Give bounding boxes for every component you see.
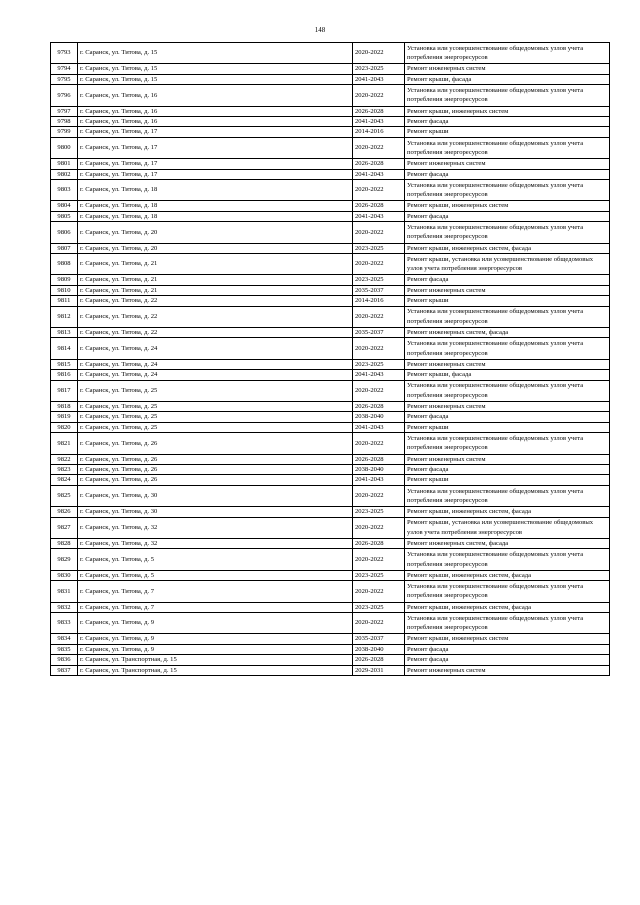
page-number: 148 <box>314 26 326 34</box>
row-number-cell: 9815 <box>51 359 78 369</box>
work-type-cell <box>405 422 610 432</box>
work-type-cell <box>405 475 610 485</box>
address-cell: г. Саранск, ул. Титова, д. 18 <box>78 211 353 221</box>
table-row <box>51 507 610 517</box>
address-cell: г. Саранск, ул. Титова, д. 26 <box>78 433 353 454</box>
work-type-text: Ремонт крыши <box>407 423 449 431</box>
work-type-cell <box>405 655 610 665</box>
work-type-text: Ремонт крыши, инженерных систем <box>407 635 509 643</box>
row-number-cell: 9828 <box>51 539 78 549</box>
work-type-cell <box>405 380 610 401</box>
address-cell: г. Саранск, ул. Титова, д. 26 <box>78 465 353 475</box>
work-type-text: Ремонт фасада <box>407 118 449 125</box>
work-type-text: Ремонт крыши, инженерных систем <box>407 107 509 115</box>
row-number-cell: 9830 <box>51 570 78 580</box>
row-number-cell: 9813 <box>51 328 78 338</box>
period-cell: 2041-2043 <box>353 74 405 84</box>
address-cell: г. Саранск, ул. Титова, д. 15 <box>78 64 353 74</box>
period-cell: 2023-2025 <box>353 570 405 580</box>
period-cell: 2020-2022 <box>353 85 405 106</box>
row-number-cell: 9835 <box>51 644 78 654</box>
address-cell: г. Саранск, ул. Титова, д. 26 <box>78 454 353 464</box>
table-row <box>51 539 610 549</box>
address-cell: г. Саранск, ул. Титова, д. 32 <box>78 539 353 549</box>
work-type-text: Установка или усовершенствование общедомовых узлов учета потребления энергоресурсов <box>407 551 584 568</box>
row-number-cell: 9802 <box>51 169 78 179</box>
work-type-cell <box>405 254 610 275</box>
table-row <box>51 613 610 634</box>
work-type-text: Установка или усовершенствование общедомовых узлов учета потребления энергоресурсов <box>407 382 584 399</box>
address-cell: г. Саранск, ул. Титова, д. 22 <box>78 306 353 327</box>
row-number-cell: 9824 <box>51 475 78 485</box>
work-type-cell <box>405 412 610 422</box>
row-number-cell: 9823 <box>51 465 78 475</box>
address-cell: г. Саранск, ул. Титова, д. 20 <box>78 222 353 243</box>
address-cell: г. Саранск, ул. Титова, д. 22 <box>78 328 353 338</box>
work-type-text: Ремонт крыши <box>407 128 449 136</box>
row-number-cell: 9817 <box>51 380 78 401</box>
row-number-cell: 9796 <box>51 85 78 106</box>
address-cell: г. Саранск, ул. Титова, д. 18 <box>78 180 353 201</box>
work-type-text: Ремонт инженерных систем <box>407 65 486 73</box>
address-cell: г. Саранск, ул. Титова, д. 17 <box>78 127 353 137</box>
work-type-cell <box>405 402 610 412</box>
work-type-text: Ремонт инженерных систем <box>407 160 486 168</box>
work-type-cell <box>405 64 610 74</box>
period-cell: 2020-2022 <box>353 549 405 570</box>
work-type-text: Ремонт инженерных систем <box>407 455 486 463</box>
work-type-cell <box>405 296 610 306</box>
work-type-text: Ремонт инженерных систем, фасада <box>407 329 509 337</box>
work-type-text: Ремонт крыши, фасада <box>407 371 472 379</box>
period-cell: 2041-2043 <box>353 211 405 221</box>
period-cell: 2026-2028 <box>353 454 405 464</box>
table-row <box>51 475 610 485</box>
period-cell: 2041-2043 <box>353 117 405 127</box>
row-number-cell: 9809 <box>51 275 78 285</box>
table-row <box>51 127 610 137</box>
row-number-cell: 9800 <box>51 137 78 158</box>
address-cell: г. Саранск, ул. Титова, д. 25 <box>78 402 353 412</box>
work-type-text: Ремонт крыши, инженерных систем, фасада <box>407 571 532 579</box>
row-number-cell: 9805 <box>51 211 78 221</box>
period-cell: 2038-2040 <box>353 465 405 475</box>
period-cell: 2035-2037 <box>353 634 405 644</box>
work-type-text: Ремонт инженерных систем <box>407 360 486 368</box>
period-cell: 2023-2025 <box>353 359 405 369</box>
work-type-cell <box>405 370 610 380</box>
table-row <box>51 665 610 675</box>
address-cell: г. Саранск, ул. Титова, д. 15 <box>78 74 353 84</box>
work-type-cell <box>405 74 610 84</box>
table-row <box>51 581 610 602</box>
work-type-cell <box>405 507 610 517</box>
work-type-text: Ремонт фасада <box>407 656 449 664</box>
table-row <box>51 338 610 359</box>
table-row <box>51 64 610 74</box>
address-cell: г. Саранск, ул. Транспортная, д. 15 <box>78 655 353 665</box>
work-type-cell <box>405 517 610 538</box>
period-cell: 2020-2022 <box>353 180 405 201</box>
work-type-cell <box>405 117 610 127</box>
row-number-cell: 9820 <box>51 422 78 432</box>
row-number-cell: 9797 <box>51 106 78 116</box>
address-cell: г. Саранск, ул. Титова, д. 7 <box>78 602 353 612</box>
work-type-text: Ремонт инженерных систем, фасада <box>407 540 509 548</box>
work-type-text: Установка или усовершенствование общедомовых узлов учета потребления энергоресурсов <box>407 614 584 632</box>
work-type-text: Ремонт фасада <box>407 212 449 220</box>
address-cell: г. Саранск, ул. Титова, д. 17 <box>78 137 353 158</box>
row-number-cell: 9799 <box>51 127 78 137</box>
address-cell: г. Саранск, ул. Титова, д. 9 <box>78 644 353 654</box>
period-cell: 2020-2022 <box>353 581 405 602</box>
work-type-text: Ремонт фасада <box>407 170 449 178</box>
work-type-text: Ремонт инженерных систем <box>407 286 486 294</box>
row-number-cell: 9808 <box>51 254 78 275</box>
row-number-cell: 9811 <box>51 296 78 306</box>
row-number-cell: 9833 <box>51 613 78 634</box>
address-cell: г. Саранск, ул. Титова, д. 25 <box>78 422 353 432</box>
address-cell: г. Саранск, ул. Титова, д. 25 <box>78 412 353 422</box>
period-cell: 2020-2022 <box>353 43 405 64</box>
work-type-cell <box>405 602 610 612</box>
work-type-text: Установка или усовершенствование общедомовых узлов учета потребления энергоресурсов <box>407 181 584 199</box>
address-cell: г. Саранск, ул. Титова, д. 21 <box>78 285 353 295</box>
table-row <box>51 570 610 580</box>
address-cell: г. Саранск, ул. Титова, д. 21 <box>78 254 353 275</box>
work-type-cell <box>405 328 610 338</box>
row-number-cell: 9831 <box>51 581 78 602</box>
work-type-text: Ремонт крыши <box>407 297 449 305</box>
work-type-cell <box>405 137 610 158</box>
work-type-cell <box>405 85 610 106</box>
address-cell: г. Саранск, ул. Титова, д. 30 <box>78 507 353 517</box>
work-type-text: Ремонт крыши, инженерных систем, фасада <box>407 603 532 611</box>
address-cell: г. Саранск, ул. Титова, д. 26 <box>78 475 353 485</box>
table-row <box>51 402 610 412</box>
row-number-cell: 9822 <box>51 454 78 464</box>
work-type-text: Установка или усовершенствование общедомовых узлов учета потребления энергоресурсов <box>407 308 584 325</box>
work-type-text: Ремонт крыши, фасада <box>407 75 472 83</box>
table-row <box>51 644 610 654</box>
period-cell: 2026-2028 <box>353 201 405 211</box>
table-row <box>51 380 610 401</box>
work-type-text: Установка или усовершенствование общедомовых узлов учета потребления энергоресурсов <box>407 224 584 241</box>
work-type-cell <box>405 201 610 211</box>
period-cell: 2020-2022 <box>353 222 405 243</box>
work-type-text: Ремонт крыши, установка или усовершенствование общедомовых узлов учета потребления энергоресурсов <box>407 255 594 273</box>
table-row <box>51 106 610 116</box>
table-row <box>51 433 610 454</box>
work-type-cell <box>405 169 610 179</box>
row-number-cell: 9836 <box>51 655 78 665</box>
work-type-text: Ремонт крыши, установка или усовершенствование общедомовых узлов учета потребления энергоресурсов <box>407 519 594 536</box>
table-row <box>51 159 610 169</box>
row-number-cell: 9814 <box>51 338 78 359</box>
address-cell: г. Саранск, ул. Титова, д. 22 <box>78 296 353 306</box>
address-cell: г. Саранск, ул. Титова, д. 20 <box>78 243 353 253</box>
address-cell: г. Саранск, ул. Титова, д. 17 <box>78 169 353 179</box>
work-type-text: Ремонт инженерных систем <box>407 403 486 411</box>
work-type-cell <box>405 180 610 201</box>
work-type-text: Ремонт фасада <box>407 645 449 653</box>
period-cell: 2020-2022 <box>353 306 405 327</box>
table-row <box>51 412 610 422</box>
work-type-cell <box>405 485 610 506</box>
period-cell: 2020-2022 <box>353 137 405 158</box>
address-cell: г. Саранск, ул. Титова, д. 16 <box>78 85 353 106</box>
work-type-cell <box>405 285 610 295</box>
table-row <box>51 359 610 369</box>
period-cell: 2020-2022 <box>353 433 405 454</box>
table-row <box>51 169 610 179</box>
period-cell: 2041-2043 <box>353 169 405 179</box>
table-row <box>51 328 610 338</box>
work-type-text: Установка или усовершенствование общедомовых узлов учета потребления энергоресурсов <box>407 435 584 452</box>
period-cell: 2023-2025 <box>353 64 405 74</box>
period-cell: 2026-2028 <box>353 106 405 116</box>
period-cell: 2023-2025 <box>353 243 405 253</box>
period-cell: 2035-2037 <box>353 285 405 295</box>
work-type-cell <box>405 159 610 169</box>
table-row <box>51 211 610 221</box>
address-cell: г. Саранск, ул. Титова, д. 15 <box>78 43 353 64</box>
work-type-text: Ремонт фасада <box>407 413 449 421</box>
address-cell: г. Саранск, ул. Титова, д. 24 <box>78 359 353 369</box>
work-type-cell <box>405 465 610 475</box>
period-cell: 2026-2028 <box>353 655 405 665</box>
work-type-cell <box>405 644 610 654</box>
work-type-text: Установка или усовершенствование общедомовых узлов учета потребления энергоресурсов <box>407 487 584 505</box>
period-cell: 2014-2016 <box>353 296 405 306</box>
work-type-cell <box>405 570 610 580</box>
row-number-cell: 9832 <box>51 602 78 612</box>
work-type-text: Ремонт фасада <box>407 276 449 284</box>
work-type-cell <box>405 127 610 137</box>
period-cell: 2014-2016 <box>353 127 405 137</box>
period-cell: 2020-2022 <box>353 380 405 401</box>
period-cell: 2026-2028 <box>353 539 405 549</box>
table-row <box>51 117 610 127</box>
table-row <box>51 370 610 380</box>
period-cell: 2023-2025 <box>353 507 405 517</box>
table-row <box>51 243 610 253</box>
work-type-text: Ремонт крыши, инженерных систем, фасада <box>407 244 532 252</box>
work-type-text: Установка или усовершенствование общедомовых узлов учета потребления энергоресурсов <box>407 139 584 156</box>
work-type-cell <box>405 539 610 549</box>
work-type-text: Ремонт инженерных систем <box>407 666 486 674</box>
period-cell: 2026-2028 <box>353 402 405 412</box>
row-number-cell: 9793 <box>51 43 78 64</box>
row-number-cell: 9837 <box>51 665 78 675</box>
work-type-text: Ремонт фасада <box>407 466 449 474</box>
address-cell: г. Саранск, ул. Титова, д. 25 <box>78 380 353 401</box>
period-cell: 2029-2031 <box>353 665 405 675</box>
table-body <box>51 43 610 676</box>
table-row <box>51 485 610 506</box>
work-type-cell <box>405 665 610 675</box>
table-row <box>51 306 610 327</box>
table-row <box>51 634 610 644</box>
period-cell: 2023-2025 <box>353 602 405 612</box>
table-row <box>51 137 610 158</box>
period-cell: 2023-2025 <box>353 275 405 285</box>
work-type-cell <box>405 243 610 253</box>
row-number-cell: 9818 <box>51 402 78 412</box>
work-type-text: Ремонт крыши <box>407 476 449 484</box>
table-row <box>51 275 610 285</box>
work-type-text: Ремонт крыши, инженерных систем, фасада <box>407 508 532 516</box>
period-cell: 2041-2043 <box>353 475 405 485</box>
work-type-cell <box>405 549 610 570</box>
address-cell: г. Саранск, ул. Титова, д. 16 <box>78 117 353 127</box>
table-row <box>51 180 610 201</box>
work-type-cell <box>405 338 610 359</box>
period-cell: 2020-2022 <box>353 254 405 275</box>
row-number-cell: 9834 <box>51 634 78 644</box>
period-cell: 2026-2028 <box>353 159 405 169</box>
work-type-cell <box>405 43 610 64</box>
row-number-cell: 9804 <box>51 201 78 211</box>
row-number-cell: 9801 <box>51 159 78 169</box>
period-cell: 2020-2022 <box>353 338 405 359</box>
period-cell: 2035-2037 <box>353 328 405 338</box>
row-number-cell: 9812 <box>51 306 78 327</box>
work-type-text: Установка или усовершенствование общедомовых узлов учета потребления энергоресурсов <box>407 340 584 357</box>
address-cell: г. Саранск, ул. Титова, д. 32 <box>78 517 353 538</box>
table-row <box>51 465 610 475</box>
table-row <box>51 201 610 211</box>
address-cell: г. Саранск, ул. Титова, д. 5 <box>78 549 353 570</box>
work-type-cell <box>405 106 610 116</box>
address-cell: г. Саранск, ул. Титова, д. 9 <box>78 634 353 644</box>
table-row <box>51 454 610 464</box>
table-row <box>51 43 610 64</box>
work-type-cell <box>405 433 610 454</box>
address-cell: г. Саранск, ул. Титова, д. 30 <box>78 485 353 506</box>
work-type-text: Установка или усовершенствование общедомовых узлов учета потребления энергоресурсов <box>407 86 584 104</box>
period-cell: 2020-2022 <box>353 485 405 506</box>
table-row <box>51 296 610 306</box>
table-row <box>51 85 610 106</box>
work-type-text: Ремонт крыши, инженерных систем <box>407 202 509 210</box>
address-cell: г. Саранск, ул. Титова, д. 7 <box>78 581 353 602</box>
work-type-cell <box>405 306 610 327</box>
row-number-cell: 9827 <box>51 517 78 538</box>
row-number-cell: 9806 <box>51 222 78 243</box>
row-number-cell: 9825 <box>51 485 78 506</box>
table-row <box>51 655 610 665</box>
address-cell: г. Саранск, ул. Титова, д. 17 <box>78 159 353 169</box>
period-cell: 2020-2022 <box>353 613 405 634</box>
work-type-cell <box>405 454 610 464</box>
table-row <box>51 254 610 275</box>
work-type-cell <box>405 359 610 369</box>
table-row <box>51 549 610 570</box>
row-number-cell: 9819 <box>51 412 78 422</box>
table-row <box>51 422 610 432</box>
row-number-cell: 9821 <box>51 433 78 454</box>
address-cell: г. Саранск, ул. Титова, д. 24 <box>78 370 353 380</box>
address-cell: г. Саранск, ул. Титова, д. 5 <box>78 570 353 580</box>
table-row <box>51 517 610 538</box>
period-cell: 2038-2040 <box>353 412 405 422</box>
row-number-cell: 9794 <box>51 64 78 74</box>
row-number-cell: 9829 <box>51 549 78 570</box>
table-row <box>51 285 610 295</box>
address-cell: г. Саранск, ул. Титова, д. 9 <box>78 613 353 634</box>
address-cell: г. Саранск, ул. Титова, д. 16 <box>78 106 353 116</box>
table-row <box>51 74 610 84</box>
period-cell: 2020-2022 <box>353 517 405 538</box>
work-type-text: Установка или усовершенствование общедомовых узлов учета потребления энергоресурсов <box>407 583 584 600</box>
work-type-cell <box>405 211 610 221</box>
row-number-cell: 9803 <box>51 180 78 201</box>
period-cell: 2041-2043 <box>353 422 405 432</box>
address-cell: г. Саранск, ул. Титова, д. 21 <box>78 275 353 285</box>
address-cell: г. Саранск, ул. Транспортная, д. 15 <box>78 665 353 675</box>
work-type-cell <box>405 634 610 644</box>
address-cell: г. Саранск, ул. Титова, д. 24 <box>78 338 353 359</box>
work-type-cell <box>405 222 610 243</box>
work-type-cell <box>405 613 610 634</box>
repair-schedule-table <box>50 42 610 676</box>
table-row <box>51 222 610 243</box>
work-type-cell <box>405 581 610 602</box>
table-row <box>51 602 610 612</box>
work-type-text: Установка или усовершенствование общедомовых узлов учета потребления энергоресурсов <box>407 44 584 62</box>
row-number-cell: 9810 <box>51 285 78 295</box>
period-cell: 2038-2040 <box>353 644 405 654</box>
row-number-cell: 9795 <box>51 74 78 84</box>
period-cell: 2041-2043 <box>353 370 405 380</box>
work-type-cell <box>405 275 610 285</box>
row-number-cell: 9807 <box>51 243 78 253</box>
row-number-cell: 9826 <box>51 507 78 517</box>
address-cell: г. Саранск, ул. Титова, д. 18 <box>78 201 353 211</box>
row-number-cell: 9816 <box>51 370 78 380</box>
row-number-cell: 9798 <box>51 117 78 127</box>
